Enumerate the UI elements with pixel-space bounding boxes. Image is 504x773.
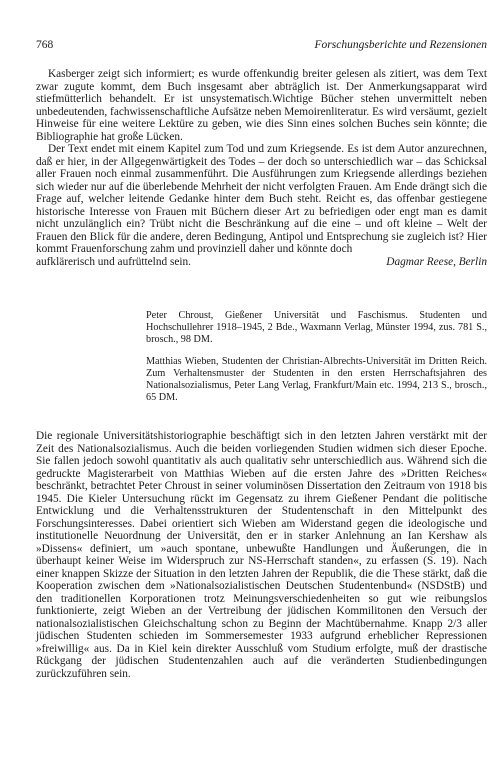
book-reference: Matthias Wieben, Studenten der Christian-Albrechts-Universität im Dritten Reich. Zum Verhaltensmuster der Studenten in den ersten Herrschaftsjahren des Nationalsozialismus, Peter Lang Verlag, Frankfurt/Main etc. 1994, 213 S., brosch., 65 DM. <box>146 355 487 404</box>
review-paragraph: Die regionale Universitätshistoriographie beschäftigt sich in den letzten Jahren verstärkt mit der Zeit des Nationalsozialismus. Auch die beiden vorliegenden Studien widmen sich dieser Epoche. Sie fallen jedoch sowohl quantitativ als auch qualitativ sehr unterschiedlich aus. Während sich die gedruckte Magisterarbeit von Matthias Wieben auf die ersten Jahre des »Dritten Reiches« beschränkt, betrachtet Peter Chroust in seiner voluminösen Dissertation den Zeitraum von 1918 bis 1945. Die Kieler Untersuchung rückt im Gegensatz zu ihrem Gießener Pendant die politische Entwicklung und die Verhaltensstrukturen der Studentenschaft in den Mittelpunkt des Forschungsinteresses. Dabei orientiert sich Wieben am Widerstand gegen die ideologische und institutionelle Neuordnung der Universität, den er in starker Anlehnung an Ian Kershaw als »Dissens« definiert, um »auch spontane, unbewußte Handlungen und Äußerungen, die in überhaupt keiner Weise im Widerspruch zur NS-Herrschaft standen«, zu erfassen (S. 19). Nach einer knappen Skizze der Situation in den letzten Jahren der Republik, die die These stärkt, daß die Kooperation zwischen dem »Nationalsozialistischen Deutschen Studentenbund« (NSDStB) und den traditionellen Korporationen trotz Meinungsverschiedenheiten so gut wie reibungslos funktionierte, zeigt Wieben an der Vertreibung der jüdischen Kommilitonen den Versuch der nationalsozialistischen Gleichschaltung schon zu Beginn der Machtübernahme. Knapp 2/3 aller jüdischen Studenten schieden im Sommersemester 1933 aufgrund erheblicher Repressionen »freiwillig« aus. Da in Kiel kein direkter Ausschluß vom Studium erfolgte, muß der drastische Rückgang der jüdischen Studentenzahlen auch auf die veränderten Studienbedingungen zurückzuführen sein. <box>36 430 487 680</box>
review-paragraph: Der Text endet mit einem Kapitel zum Tod und zum Kriegsende. Es ist dem Autor anzurechnen, daß er hier, in der Allgegenwärtigkeit des Todes – der doch so unterschiedlich war – das Schicksal aller Frauen noch einmal zusammenführt. Die Ausführungen zum Kriegsende allerdings beziehen sich wieder nur auf die überlebende Mehrheit der nicht verfolgten Frauen. Am Ende drängt sich die Frage auf, welcher leitende Gedanke hinter dem Buch steht. Reicht es, das offenbar gestiegene historische Interesse von Frauen mit Büchern dieser Art zu befriedigen oder engt man es damit nicht unzulänglich ein? Trübt nicht die Beschränkung auf die eine – und oft kleine – Welt der Frauen den Blick für die andere, deren Bedingung, Antipol und Entsprechung sie zugleich ist? Hier kommt Frauenforschung zahm und provinziell daher und könnte doch <box>36 143 487 255</box>
closing-text: aufklärerisch und aufrüttelnd sein. <box>36 255 191 268</box>
running-head <box>36 38 487 52</box>
book-reference: Peter Chroust, Gießener Universität und Faschismus. Studenten und Hochschullehrer 1918–1945, 2 Bde., Waxmann Verlag, Münster 1994, zus. 781 S., brosch., 98 DM. <box>146 310 487 346</box>
second-review <box>36 430 487 680</box>
reviewer-signature: Dagmar Reese, Berlin <box>386 255 487 268</box>
first-review <box>36 68 487 268</box>
book-references <box>146 310 487 404</box>
page-number: 768 <box>36 39 54 51</box>
journal-section-title: Forschungsberichte und Rezensionen <box>314 39 487 51</box>
review-paragraph: Kasberger zeigt sich informiert; es wurde offenkundig breiter gelesen als zitiert, was dem Text zwar zugute kommt, dem Buch insgesamt aber abträglich ist. Der Anmerkungsapparat wird stiefmütterlich behandelt. Er ist unsystematisch.Wichtige Bücher stehen unvermittelt neben unbedeutenden, fachwissenschaftliche Aufsätze neben Memoirenliteratur. Es wird versäumt, gezielt Hinweise für eine weitere Lektüre zu geben, wie dies Sinn eines solchen Buches sein könnte; die Bibliographie hat große Lücken. <box>36 68 487 143</box>
closing-line <box>36 256 487 269</box>
